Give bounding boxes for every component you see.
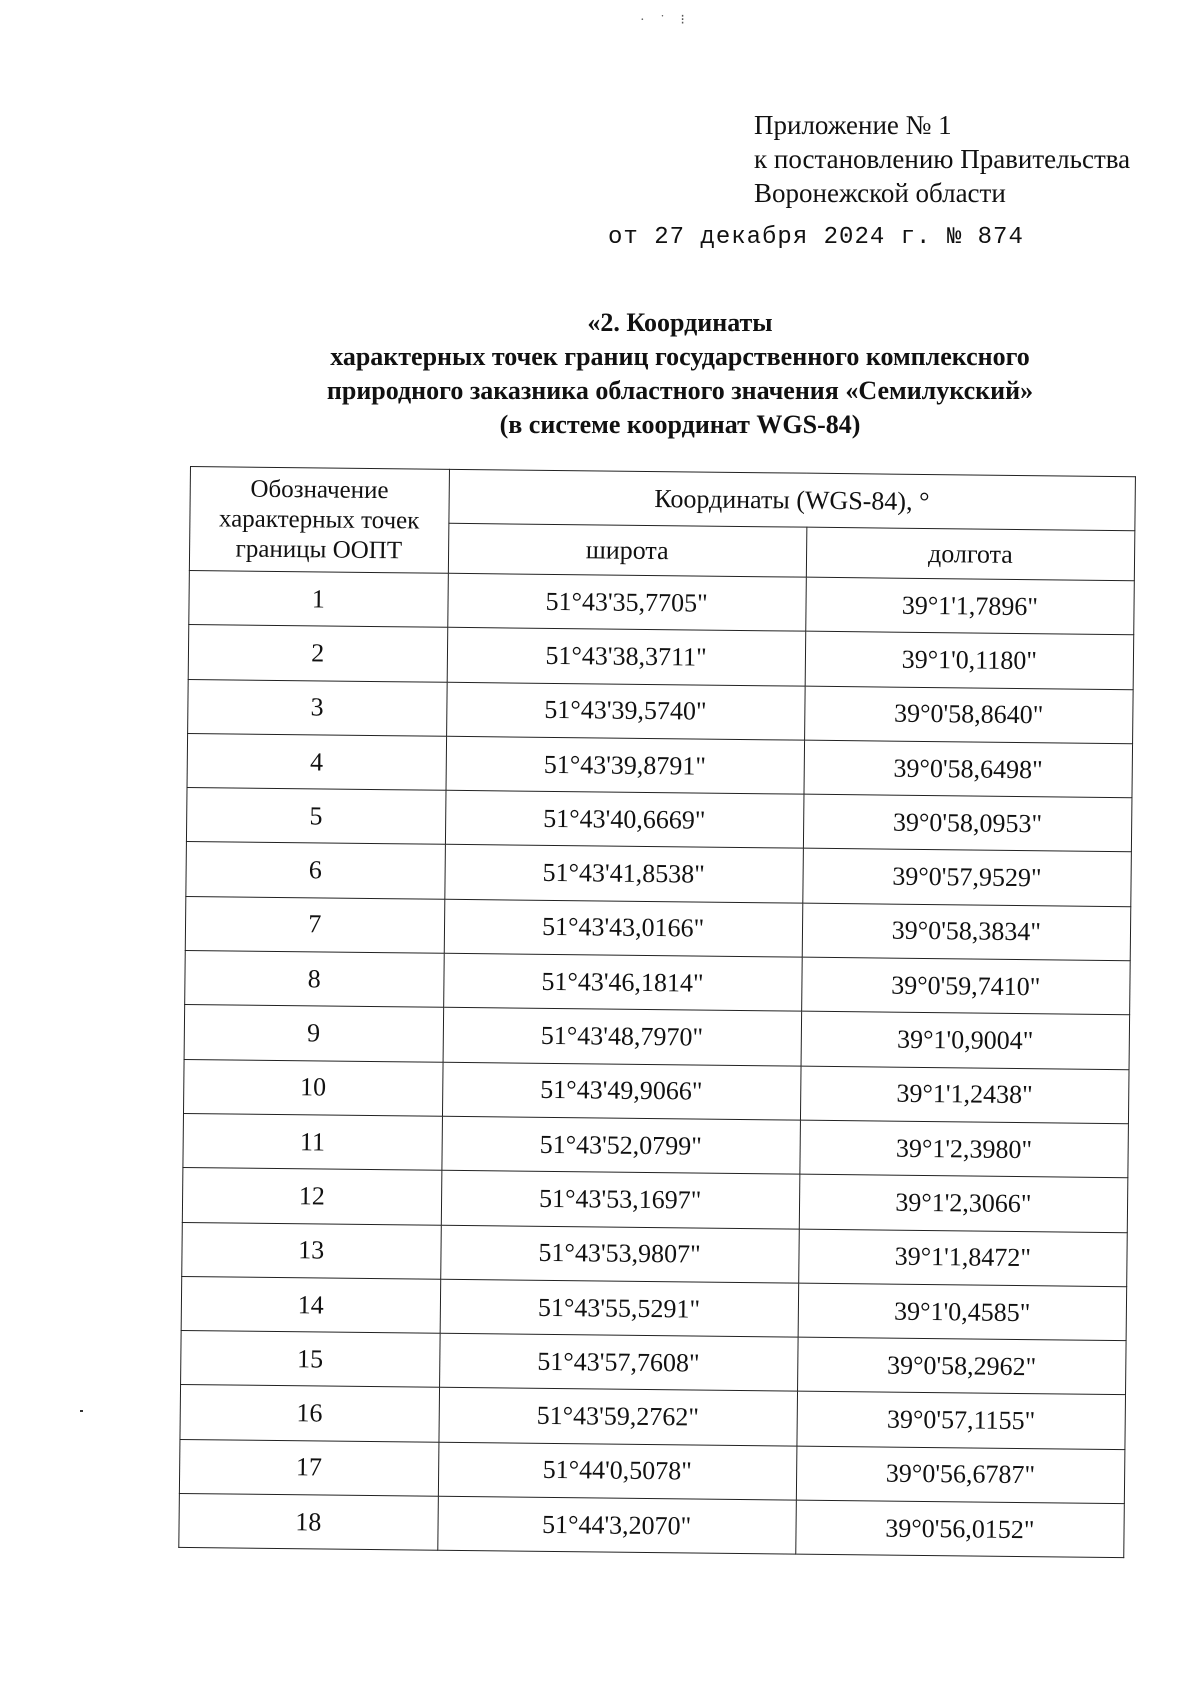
- longitude-cell: 39°1'0,1180": [805, 631, 1134, 689]
- appendix-header: [754, 108, 1130, 210]
- scan-speck: [80, 1410, 83, 1412]
- longitude-cell: 39°0'58,6498": [804, 740, 1133, 798]
- table-row: [181, 1331, 1127, 1396]
- latitude-cell: 51°43'57,7608": [439, 1333, 798, 1391]
- latitude-cell: 51°43'49,9066": [442, 1062, 801, 1120]
- document-title: [240, 306, 1120, 442]
- longitude-cell: 39°1'2,3980": [800, 1120, 1129, 1178]
- resolution-date-number: от 27 декабря 2024 г. № 874: [608, 224, 1024, 251]
- longitude-cell: 39°0'58,3834": [802, 903, 1131, 961]
- latitude-cell: 51°43'39,8791": [446, 736, 805, 794]
- longitude-cell: 39°0'57,9529": [803, 849, 1132, 907]
- longitude-cell: 39°0'57,1155": [797, 1392, 1126, 1450]
- latitude-cell: 51°43'59,2762": [438, 1388, 797, 1446]
- point-number: 3: [188, 679, 447, 736]
- title-line: природного заказника областного значения «Семилукский»: [326, 376, 1034, 405]
- point-number: 17: [179, 1439, 438, 1496]
- scan-artifact: · ˙ ⁝: [640, 13, 691, 28]
- appendix-region: Воронежской области: [754, 178, 1006, 208]
- table-body: [179, 570, 1135, 1558]
- point-number: 10: [183, 1059, 442, 1116]
- latitude-cell: 51°43'46,1814": [443, 953, 802, 1011]
- point-number: 4: [187, 733, 446, 790]
- title-line: «2. Координаты: [587, 308, 773, 337]
- longitude-cell: 39°1'1,8472": [798, 1229, 1127, 1287]
- longitude-cell: 39°1'1,2438": [800, 1066, 1129, 1124]
- point-number: 16: [180, 1385, 439, 1442]
- latitude-cell: 51°43'48,7970": [443, 1008, 802, 1066]
- title-line: характерных точек границ государственного комплексного: [330, 342, 1030, 371]
- latitude-cell: 51°44'0,5078": [438, 1442, 797, 1500]
- point-number: 1: [189, 570, 448, 627]
- point-number: 13: [182, 1222, 441, 1279]
- table-row: [183, 1059, 1129, 1124]
- longitude-cell: 39°0'58,0953": [803, 794, 1132, 852]
- table-row: [186, 788, 1132, 853]
- latitude-cell: 51°44'3,2070": [437, 1496, 796, 1554]
- appendix-number: Приложение № 1: [754, 110, 952, 140]
- latitude-cell: 51°43'43,0166": [444, 899, 803, 957]
- latitude-cell: 51°43'53,9807": [440, 1225, 799, 1283]
- point-number: 6: [186, 842, 445, 899]
- header-point-designation: Обозначение характерных точек границы ООПТ: [189, 467, 449, 574]
- appendix-reference: к постановлению Правительства: [754, 144, 1131, 174]
- longitude-cell: 39°0'58,8640": [804, 686, 1133, 744]
- latitude-cell: 51°43'53,1697": [441, 1171, 800, 1229]
- latitude-cell: 51°43'41,8538": [444, 845, 803, 903]
- longitude-cell: 39°0'59,7410": [801, 957, 1130, 1015]
- point-number: 5: [186, 788, 445, 845]
- point-number: 14: [181, 1276, 440, 1333]
- latitude-cell: 51°43'38,3711": [447, 628, 806, 686]
- header-latitude: широта: [448, 523, 807, 577]
- point-number: 8: [185, 951, 444, 1008]
- table-row: [179, 1493, 1125, 1558]
- longitude-cell: 39°1'0,9004": [801, 1012, 1130, 1070]
- latitude-cell: 51°43'39,5740": [446, 682, 805, 740]
- point-number: 12: [182, 1168, 441, 1225]
- header-coordinates: Координаты (WGS-84), °: [448, 469, 1135, 530]
- longitude-cell: 39°1'2,3066": [799, 1174, 1128, 1232]
- longitude-cell: 39°0'56,0152": [795, 1500, 1124, 1558]
- point-number: 15: [181, 1331, 440, 1388]
- latitude-cell: 51°43'40,6669": [445, 790, 804, 848]
- longitude-cell: 39°1'0,4585": [798, 1283, 1127, 1341]
- point-number: 9: [184, 1005, 443, 1062]
- point-number: 18: [179, 1493, 438, 1550]
- latitude-cell: 51°43'52,0799": [441, 1116, 800, 1174]
- header-longitude: долгота: [806, 527, 1135, 581]
- longitude-cell: 39°0'58,2962": [797, 1337, 1126, 1395]
- point-number: 2: [188, 625, 447, 682]
- longitude-cell: 39°1'1,7896": [805, 577, 1134, 635]
- point-number: 7: [185, 896, 444, 953]
- title-line: (в системе координат WGS-84): [499, 410, 861, 439]
- latitude-cell: 51°43'55,5291": [440, 1279, 799, 1337]
- coordinates-table: [178, 466, 1136, 1559]
- point-number: 11: [183, 1113, 442, 1170]
- latitude-cell: 51°43'35,7705": [447, 573, 806, 631]
- longitude-cell: 39°0'56,6787": [796, 1446, 1125, 1504]
